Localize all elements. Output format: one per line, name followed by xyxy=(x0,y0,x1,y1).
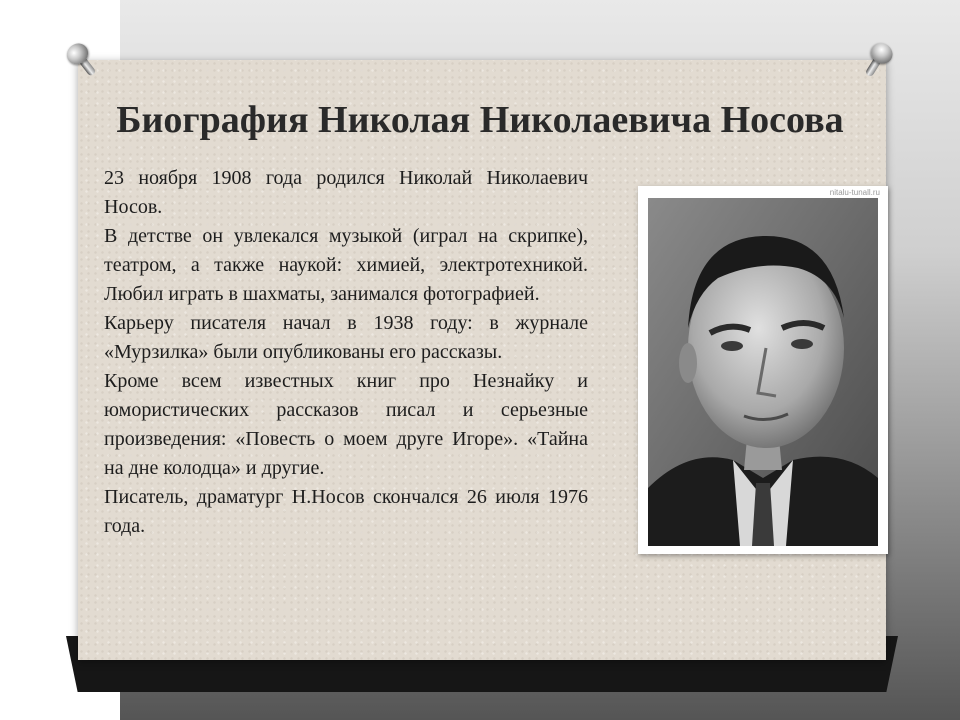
paragraph-childhood: В детстве он увлекался музыкой (играл на скрипке), театром, а также наукой: химией, электротехникой. Любил играть в шахматы, занимался фотографией. xyxy=(104,225,588,305)
portrait-photo xyxy=(648,198,878,546)
portrait-frame xyxy=(638,186,888,554)
paragraph-works: Кроме всем известных книг про Незнайку и юмористических рассказов писал и серьезные произведения: «Повесть о моем друге Игоре». «Тайна на дне колодца» и другие. xyxy=(104,370,588,479)
paragraph-career: Карьеру писателя начал в 1938 году: в журнале «Мурзилка» были опубликованы его рассказы. xyxy=(104,312,588,363)
paragraph-birth: 23 ноября 1908 года родился Николай Николаевич Носов. xyxy=(104,167,588,218)
photo-watermark: nitalu-tunall.ru xyxy=(829,188,880,197)
paragraph-death: Писатель, драматург Н.Носов скончался 26 июля 1976 года. xyxy=(104,486,588,537)
slide-title: Биография Николая Николаевича Носова xyxy=(116,99,844,141)
biography-text xyxy=(104,164,588,541)
